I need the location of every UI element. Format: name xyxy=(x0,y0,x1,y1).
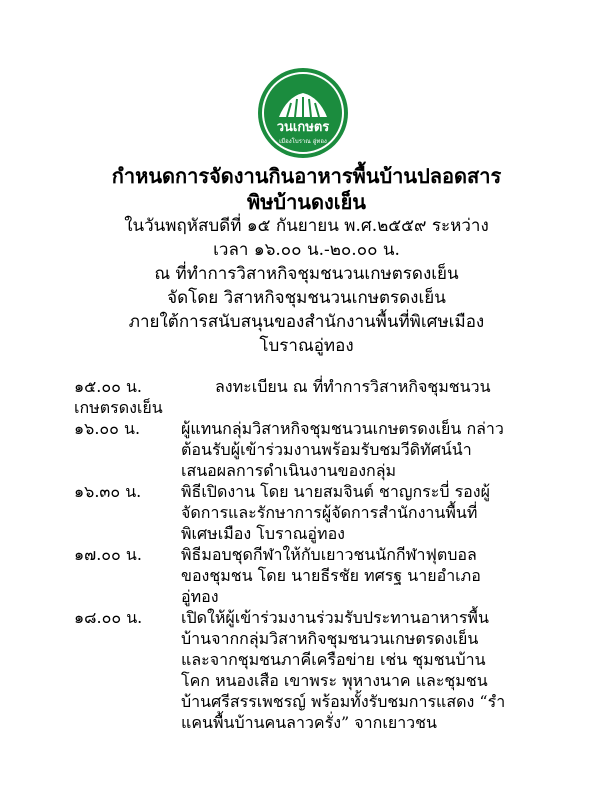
event-details xyxy=(0,214,613,358)
event-sponsor-line: โบราณอู่ทอง xyxy=(259,336,354,356)
logo xyxy=(257,67,349,159)
schedule-item xyxy=(74,607,544,733)
schedule-desc-line: พิธีเปิดงาน โดย นายสมจินต์ ชาญกระบี่ รองผู้ xyxy=(181,482,490,501)
schedule-desc-line: บ้านจากกลุ่มวิสาหกิจชุมชนวนเกษตรดงเย็น xyxy=(181,629,479,648)
event-sponsor-line: ภายใต้การสนับสนุนของสำนักงานพื้นที่พิเศษเมือง xyxy=(128,312,485,332)
schedule-item xyxy=(74,481,544,544)
schedule-item xyxy=(74,544,544,607)
schedule-desc-line: และจากชุมชนภาคีเครือข่าย เช่น ชุมชนบ้าน xyxy=(181,650,486,669)
schedule-desc-line: เปิดให้ผู้เข้าร่วมงานร่วมรับประทานอาหารพื้น xyxy=(181,608,489,627)
schedule-desc-line: เกษตรดงเย็น xyxy=(74,398,163,417)
schedule-desc-line: พิเศษเมือง โบราณอู่ทอง xyxy=(181,524,345,543)
schedule-time: ๑๗.๐๐ น. xyxy=(74,545,142,564)
event-time-line: เวลา ๑๖.๐๐ น.-๒๐.๐๐ น. xyxy=(213,240,400,260)
schedule-desc-line: เสนอผลการดำเนินงานของกลุ่ม xyxy=(181,461,397,480)
schedule-time: ๑๘.๐๐ น. xyxy=(74,608,143,627)
logo-subtext: เมืองโบราณ อู่ทอง xyxy=(279,138,327,145)
event-venue-line: ณ ที่ทำการวิสาหกิจชุมชนวนเกษตรดงเย็น xyxy=(154,264,459,284)
title-line: พิษบ้านดงเย็น xyxy=(247,190,366,214)
event-date-line: ในวันพฤหัสบดีที่ ๑๕ กันยายน พ.ศ.๒๕๕๙ ระหว่าง xyxy=(124,216,489,236)
schedule-desc-line: ของชุมชน โดย นายธีรชัย ทศรฐ นายอำเภอ xyxy=(181,566,481,585)
title-line: กำหนดการจัดงานกินอาหารพื้นบ้านปลอดสาร xyxy=(111,164,502,188)
schedule-desc-line: บ้านศรีสรรเพชรญ์ พร้อมทั้งรับชมการแสดง “รำ xyxy=(181,692,506,711)
schedule-time: ๑๖.๐๐ น. xyxy=(74,419,141,438)
schedule xyxy=(74,376,544,733)
document-title xyxy=(0,163,613,215)
schedule-item xyxy=(74,376,544,418)
schedule-desc-line: จัดการและรักษาการผู้จัดการสำนักงานพื้นที่ xyxy=(181,503,478,522)
schedule-time: ๑๖.๓๐ น. xyxy=(74,482,142,501)
schedule-desc-line: อู่ทอง xyxy=(181,587,219,606)
logo-emblem-icon xyxy=(257,67,349,159)
schedule-time: ๑๕.๐๐ น. xyxy=(74,377,142,396)
schedule-desc-line: ผู้แทนกลุ่มวิสาหกิจชุมชนวนเกษตรดงเย็น กล่าว xyxy=(181,419,504,438)
schedule-desc-line: พิธีมอบชุดกีฬาให้กับเยาวชนนักกีฬาฟุตบอล xyxy=(181,545,477,564)
schedule-desc-line: ต้อนรับผู้เข้าร่วมงานพร้อมรับชมวีดิทัศน์นำ xyxy=(181,440,472,459)
schedule-desc-line: แคนพื้นบ้านคนลาวครั่ง” จากเยาวชน xyxy=(181,713,437,732)
schedule-desc-line: โคก หนองเสือ เขาพระ พุหางนาค และชุมชน xyxy=(181,671,488,690)
schedule-item xyxy=(74,418,544,481)
schedule-desc-line: ลงทะเบียน ณ ที่ทำการวิสาหกิจชุมชนวน xyxy=(215,377,491,396)
logo-text: วนเกษตร xyxy=(276,120,330,135)
event-organizer-line: จัดโดย วิสาหกิจชุมชนวนเกษตรดงเย็น xyxy=(167,288,446,308)
